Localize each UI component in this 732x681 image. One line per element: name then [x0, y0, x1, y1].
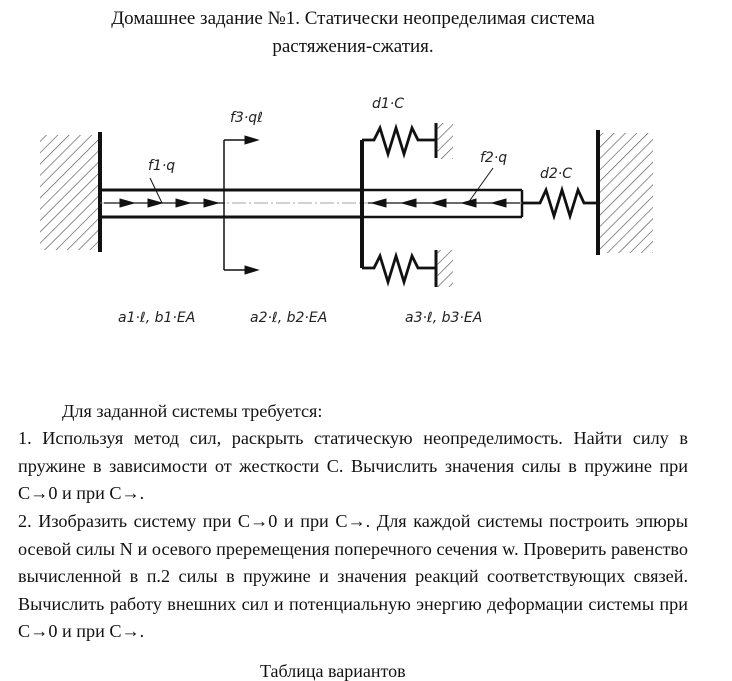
- spring-d2: [522, 190, 598, 216]
- task-item-2: [18, 508, 688, 646]
- spring-d1-bottom: [362, 250, 453, 287]
- distributed-load-f2: [368, 199, 520, 207]
- label-segment-2: a2·ℓ, b2·EA: [250, 310, 328, 326]
- cut-off-heading: Таблица вариантов: [260, 661, 406, 681]
- task-item-1: [18, 425, 688, 508]
- spring-d1-top: [362, 123, 453, 159]
- label-f3: f3·qℓ: [230, 110, 263, 126]
- task-item-2-text: 2. Изобразить систему при С→0 и при С→. Для каждой системы построить эпюры осевой силы N и осевого преремещения поперечного сечения w. Проверить равенство вычисленной в п.2 силы в пружине и значения реакций соответствующих связей. Вычислить работу внешних сил и потенциальную энергию деформации системы при С→0 и при С→.: [18, 511, 688, 641]
- right-wall: [598, 130, 653, 255]
- title-line-2: растяжения-сжатия.: [272, 36, 434, 57]
- label-d2: d2·C: [540, 166, 573, 182]
- title-line-1: Домашнее задание №1. Статически неопределимая система: [111, 8, 595, 29]
- left-wall: [40, 132, 100, 252]
- task-item-1-text: 1. Используя метод сил, раскрыть статическую неопределимость. Найти силу в пружине в зависимости от жесткости С. Вычислить значения силы в пружине при С→0 и при С→.: [18, 428, 688, 503]
- force-f3: [224, 136, 258, 274]
- label-segment-1: a1·ℓ, b1·EA: [118, 310, 196, 326]
- f2-leader: [468, 168, 493, 203]
- label-f1: f1·q: [148, 158, 176, 174]
- label-f2: f2·q: [480, 150, 508, 166]
- task-intro: Для заданной системы требуется:: [62, 401, 323, 421]
- label-d1: d1·C: [372, 96, 405, 112]
- distributed-load-f1: [104, 199, 225, 207]
- label-segment-3: a3·ℓ, b3·EA: [405, 310, 483, 326]
